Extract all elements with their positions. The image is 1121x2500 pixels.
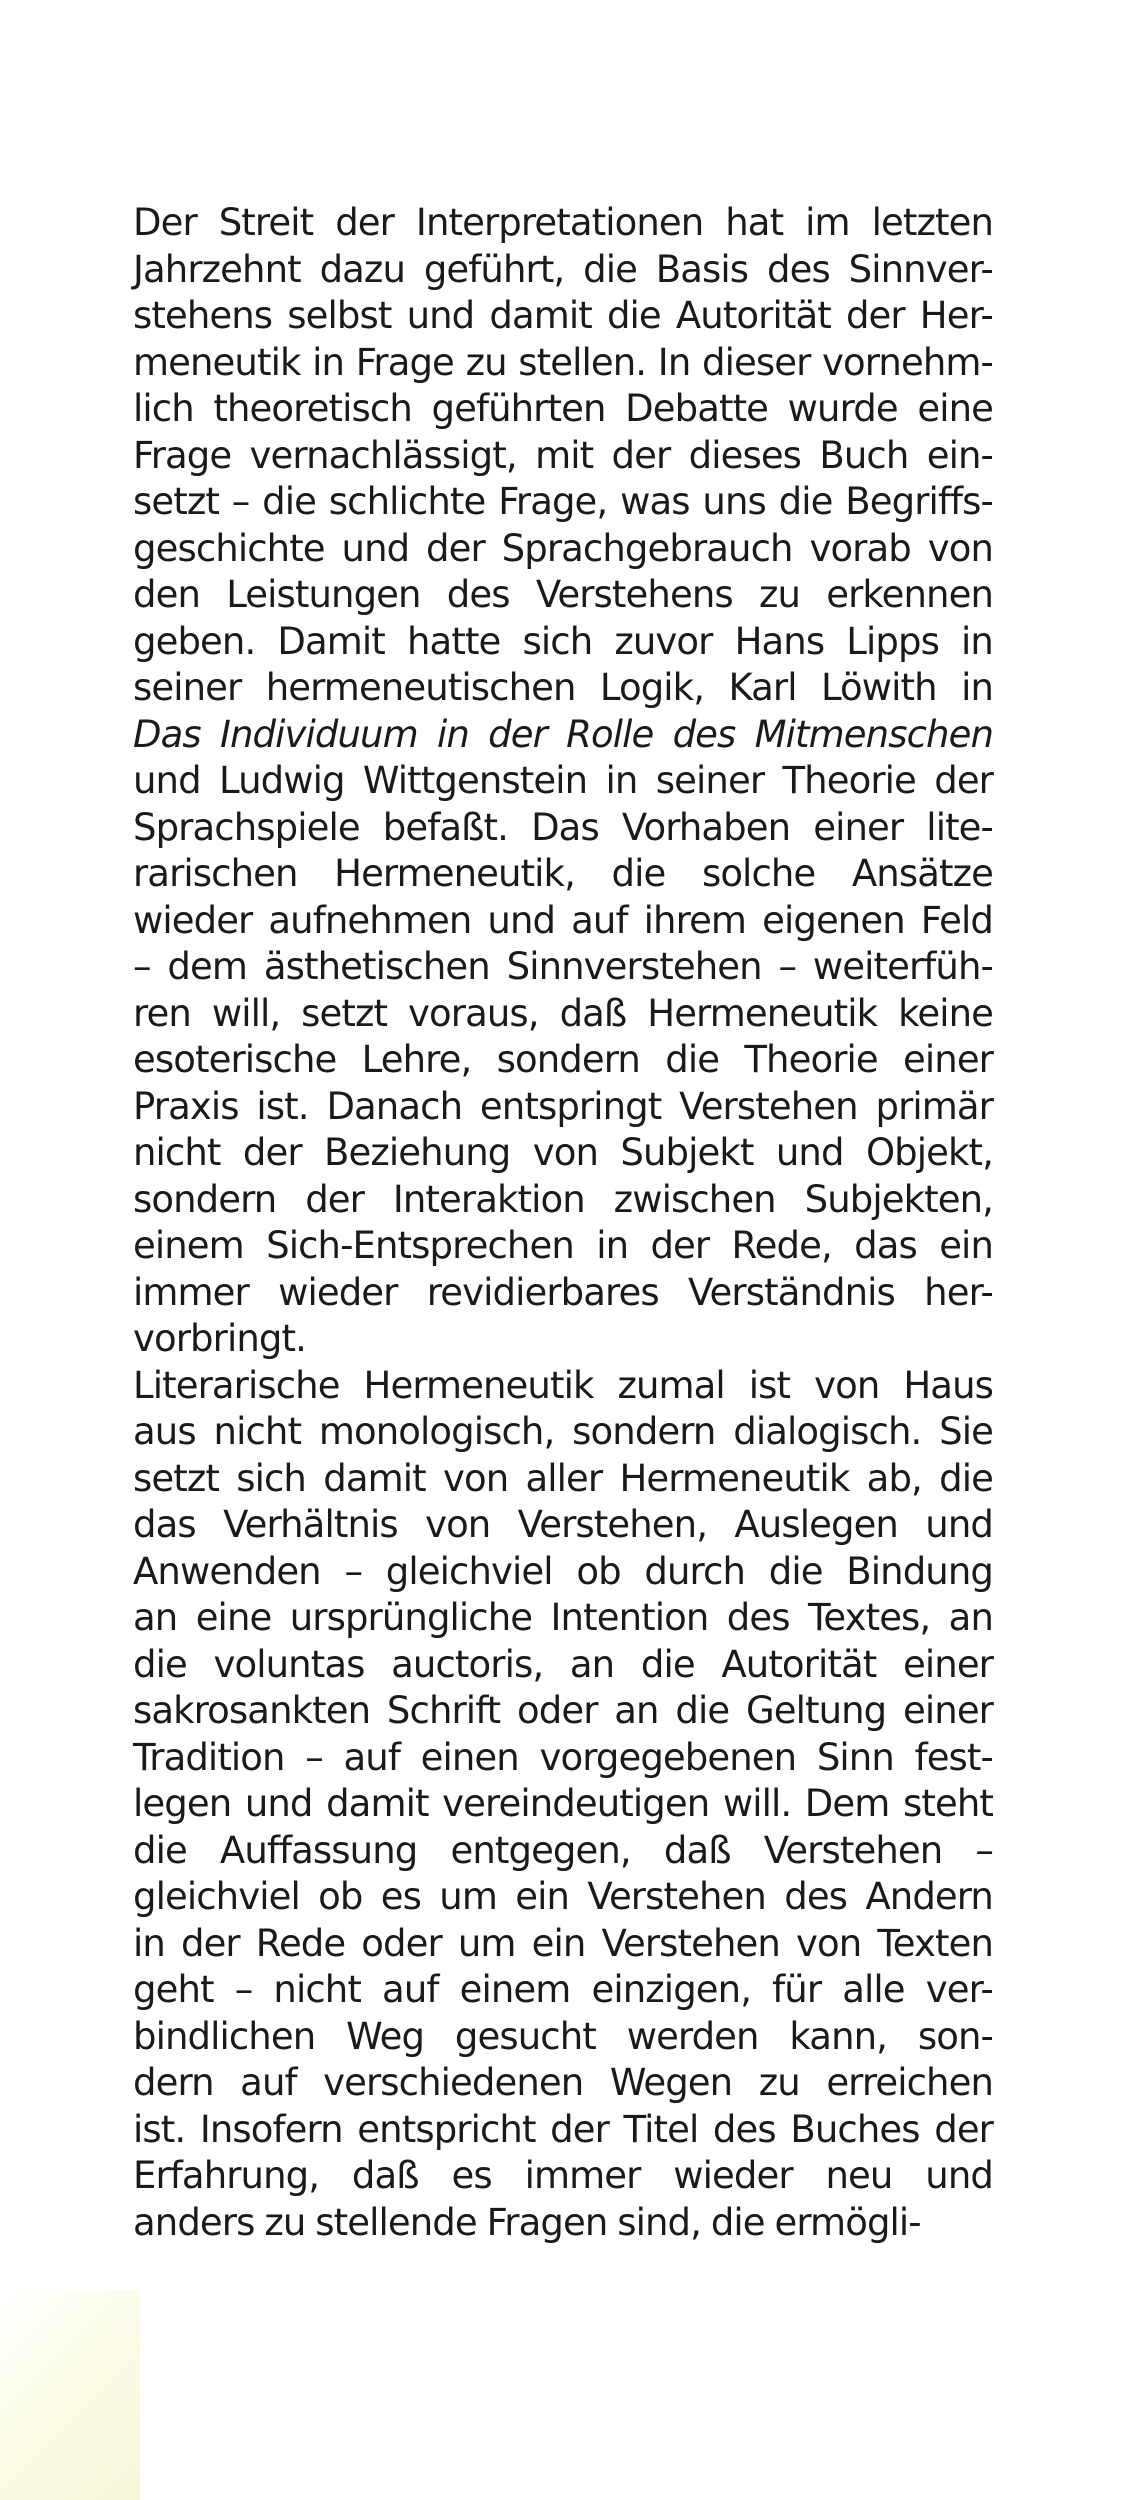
blurb-text-block <box>133 200 993 2246</box>
text-line: in der Rede oder um ein Verstehen von Texten <box>133 1921 993 1965</box>
text-line: Das Individuum in der Rolle des Mitmenschen <box>133 712 993 756</box>
text-line: geht – nicht auf einem einzigen, für alle ver- <box>133 1968 993 2011</box>
text-line: meneutik in Frage zu stellen. In dieser vornehm- <box>133 340 993 384</box>
text-line: die voluntas auctoris, an die Autorität einer <box>133 1642 993 1686</box>
text-line: Tradition – auf einen vorgegebenen Sinn fest- <box>133 1735 993 1779</box>
text-line: ist. Insofern entspricht der Titel des Buches der <box>133 2107 993 2151</box>
text-line: bindlichen Weg gesucht werden kann, son- <box>133 2014 993 2058</box>
paragraph-1 <box>133 200 993 1363</box>
text-line: aus nicht monologisch, sondern dialogisch. Sie <box>133 1410 993 1453</box>
paragraph-2 <box>133 1363 993 2247</box>
text-line: geschichte und der Sprachgebrauch vorab von <box>133 526 993 570</box>
text-line: seiner hermeneutischen Logik, Karl Löwith in <box>133 666 993 709</box>
text-line: stehens selbst und damit die Autorität der Her- <box>133 294 993 337</box>
text-line: setzt – die schlichte Frage, was uns die Begriffs- <box>133 480 993 523</box>
text-line: Sprachspiele befaßt. Das Vorhaben einer lite- <box>133 805 993 849</box>
text-line: sakrosankten Schrift oder an die Geltung einer <box>133 1689 993 1732</box>
text-line: die Auffassung entgegen, daß Verstehen – <box>133 1828 993 1872</box>
text-line: setzt sich damit von aller Hermeneutik ab, die <box>133 1456 993 1500</box>
text-line: ren will, setzt voraus, daß Hermeneutik keine <box>133 991 993 1035</box>
text-line: das Verhältnis von Verstehen, Auslegen und <box>133 1503 993 1546</box>
text-line: Der Streit der Interpretationen hat im letzten <box>133 201 993 244</box>
paper-discoloration <box>0 2290 140 2500</box>
text-line: Praxis ist. Danach entspringt Verstehen primär <box>133 1084 993 1128</box>
text-line: lich theoretisch geführten Debatte wurde eine <box>133 387 993 430</box>
text-line: – dem ästhetischen Sinnverstehen – weiterfüh- <box>133 945 993 988</box>
text-line: immer wieder revidierbares Verständnis her- <box>133 1270 993 1314</box>
text-line: Frage vernachlässigt, mit der dieses Buch ein- <box>133 433 993 477</box>
text-line: legen und damit vereindeutigen will. Dem steht <box>133 1782 993 1825</box>
text-line: rarischen Hermeneutik, die solche Ansätze <box>133 852 993 895</box>
text-line: einem Sich-Entsprechen in der Rede, das ein <box>133 1224 993 1267</box>
text-line: nicht der Beziehung von Subjekt und Objekt, <box>133 1131 993 1174</box>
text-line: Literarische Hermeneutik zumal ist von Haus <box>133 1363 993 1407</box>
text-line: und Ludwig Wittgenstein in seiner Theorie der <box>133 759 993 802</box>
text-line: Jahrzehnt dazu geführt, die Basis des Sinnver- <box>133 247 993 291</box>
text-line: dern auf verschiedenen Wegen zu erreichen <box>133 2061 993 2104</box>
text-line: geben. Damit hatte sich zuvor Hans Lipps in <box>133 619 993 663</box>
text-line: Erfahrung, daß es immer wieder neu und <box>133 2154 993 2197</box>
text-line: gleichviel ob es um ein Verstehen des Andern <box>133 1875 993 1918</box>
text-line: sondern der Interaktion zwischen Subjekten, <box>133 1177 993 1221</box>
text-line: vorbringt. <box>133 1317 306 1360</box>
text-line: Anwenden – gleichviel ob durch die Bindung <box>133 1549 993 1593</box>
text-line: an eine ursprüngliche Intention des Textes, an <box>133 1596 993 1639</box>
text-line: esoterische Lehre, sondern die Theorie einer <box>133 1038 993 1081</box>
text-line: wieder aufnehmen und auf ihrem eigenen Feld <box>133 898 993 942</box>
text-line: anders zu stellende Fragen sind, die ermögli- <box>133 2200 921 2244</box>
text-line: den Leistungen des Verstehens zu erkennen <box>133 573 993 616</box>
